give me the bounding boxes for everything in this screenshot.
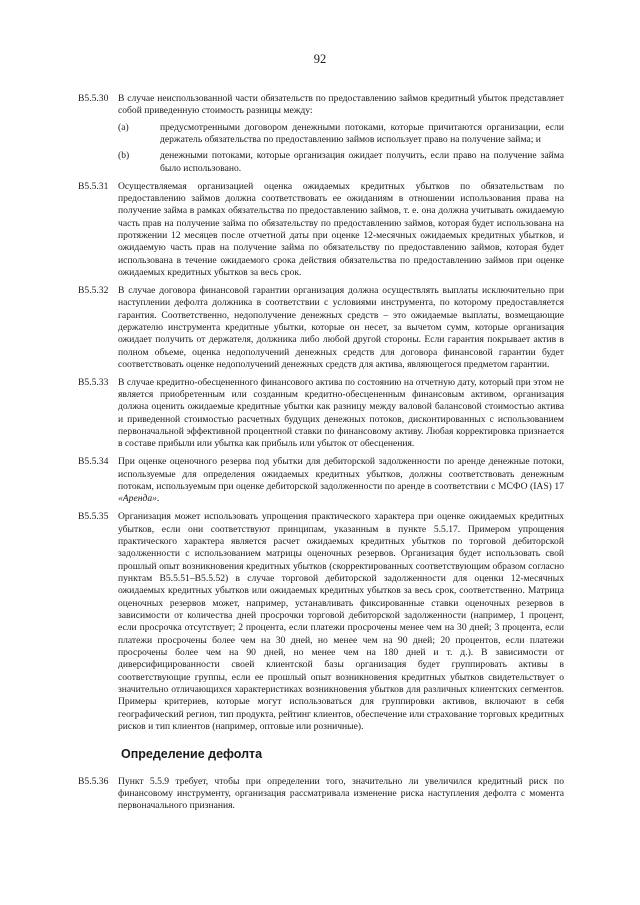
paragraph-id: B5.5.35 — [78, 511, 109, 523]
paragraph-id: B5.5.32 — [78, 284, 109, 296]
paragraph-b5-5-30 — [78, 93, 564, 175]
paragraph-text: В случае кредитно-обесцененного финансового актива по состоянию на отчетную дату, который при этом не является приобретенным или созданным кредитно-обесцененным финансовым активом, организация должна оценить ожидаемые кредитные убытки как разницу между валовой балансовой стоимостью актива и приведенной стоимостью расчетных будущих денежных потоков, дисконтированных с использованием первоначальной эффективной процентной ставки по финансовому активу. Любая корректировка признается в составе прибыли или убытка как прибыль или убыток от обесценения. — [118, 376, 564, 450]
paragraph-b5-5-33 — [78, 377, 564, 451]
list-item — [118, 150, 564, 175]
list-item-text: денежными потоками, которые организация ожидает получить, если право на получение займа было использовано. — [160, 150, 564, 174]
paragraph-b5-5-32 — [78, 285, 564, 371]
paragraph-text: Организация может использовать упрощения практического характера при оценке ожидаемых кредитных убытков, если они соответствуют принципам, указанным в пункте 5.5.17. Примером упрощения практического характера является расчет ожидаемых кредитных убытков по торговой дебиторской задолженности с использованием матрицы оценочных резервов. Организация будет использовать свой прошлый опыт возникновения кредитных убытков (скорректированных соответствующим образом согласно пунктам B5.5.51–B5.5.52) в случае торговой дебиторской задолженности для оценки 12-месячных ожидаемых кредитных убытков или ожидаемых кредитных убытков за весь срок, соответственно. Матрица оценочных резервов может, например, устанавливать фиксированные ставки оценочных резервов в зависимости от количества дней просрочки торговой дебиторской задолженности (например, 1 процент, если просрочка отсутствует; 2 процента, если платежи просрочены менее чем на 30 дней; 3 процента, если платежи просрочены более чем на 30 дней, но менее чем на 90 дней; 20 процентов, если платежи просрочены более чем на 90 дней, но менее чем на 180 дней и т. д.). В зависимости от диверсифицированности своей клиентской базы организация будет группировать активы в соответствующие группы, если ее прошлый опыт возникновения кредитных убытков свидетельствует о значительно отличающихся характеристиках возникновения убытков для различных клиентских сегментов. Примеры критериев, которые могут использоваться для группировки активов, включают в себя географический регион, тип продукта, рейтинг клиентов, обеспечение или страхование торговых кредитных рисков и тип клиентов (например, оптовые или розничные). — [118, 511, 564, 732]
paragraph-b5-5-31 — [78, 181, 564, 280]
paragraph-b5-5-34 — [78, 456, 564, 505]
paragraph-text-end: . — [156, 493, 160, 505]
paragraph-b5-5-35 — [78, 511, 564, 733]
paragraph-id: B5.5.36 — [78, 775, 109, 787]
document-body — [78, 93, 564, 818]
paragraph-text-main: При оценке оценочного резерва под убытки для дебиторской задолженности по аренде денежные потоки, используемые для определения ожидаемых кредитных убытков, должны соответствовать денежным потокам, используемым при оценке дебиторской задолженности по аренде в соответствии с МСФО (IAS) 17 — [118, 456, 564, 492]
paragraph-text: В случае договора финансовой гарантии организация должна осуществлять выплаты исключительно при наступлении дефолта должника в соответствии с условиями инструмента, по которому предоставляется гарантия. Соответственно, недополучение денежных средств – это ожидаемые выплаты, возмещающие держателю инструмента кредитные убытки, которые он несет, за вычетом сумм, которые организация ожидает получить от держателя, должника либо любой другой стороны. Если гарантия покрывает актив в полном объеме, оценка недополучений денежных средств для договора финансовой гарантии будет соответствовать оценке недополучений денежных средств для актива, являющегося предметом гарантии. — [118, 284, 564, 370]
paragraph-id: B5.5.31 — [78, 180, 109, 192]
paragraph-id: B5.5.33 — [78, 376, 109, 388]
paragraph-text — [118, 456, 564, 505]
paragraph-id: B5.5.34 — [78, 456, 109, 468]
paragraph-text: Пункт 5.5.9 требует, чтобы при определении того, значительно ли увеличился кредитный риск по финансовому инструменту, организация рассматривала изменение риска наступления дефолта с момента первоначального признания. — [118, 775, 564, 812]
paragraph-id: B5.5.30 — [78, 93, 109, 104]
paragraph-text: Осуществляемая организацией оценка ожидаемых кредитных убытков по обязательствам по предоставлению займов должна соответствовать ее ожиданиям в отношении использования права на получение займа в рамках обязательства по предоставлению займов, т. е. она должна учитывать ожидаемую часть прав на получение займа по обязательству по предоставлению займов, которая будет использована на протяжении 12 месяцев после отчетной даты при оценке 12-месячных ожидаемых кредитных убытков, и ожидаемую часть прав на получение займа по обязательству по предоставлению займов, которая будет использована в течение ожидаемого срока действия обязательства по предоставлению займов при оценке ожидаемых кредитных убытков за весь срок. — [118, 180, 564, 278]
section-heading: Определение дефолта — [121, 747, 263, 762]
paragraph-text: В случае неиспользованной части обязательств по предоставлению займов кредитный убыток представляет собой приведенную стоимость разницы между: — [118, 93, 564, 117]
page-number: 92 — [313, 52, 327, 66]
list-item-label: (b) — [118, 150, 130, 162]
standard-title-italic: «Аренда» — [118, 493, 157, 505]
list-item — [118, 122, 564, 147]
list-item-label: (a) — [118, 121, 129, 133]
list-item-text: предусмотренными договором денежными потоками, которые причитаются организации, если держатель обязательства по предоставлению займов использует право на получение займа; и — [160, 121, 564, 146]
paragraph-b5-5-36 — [78, 776, 564, 813]
